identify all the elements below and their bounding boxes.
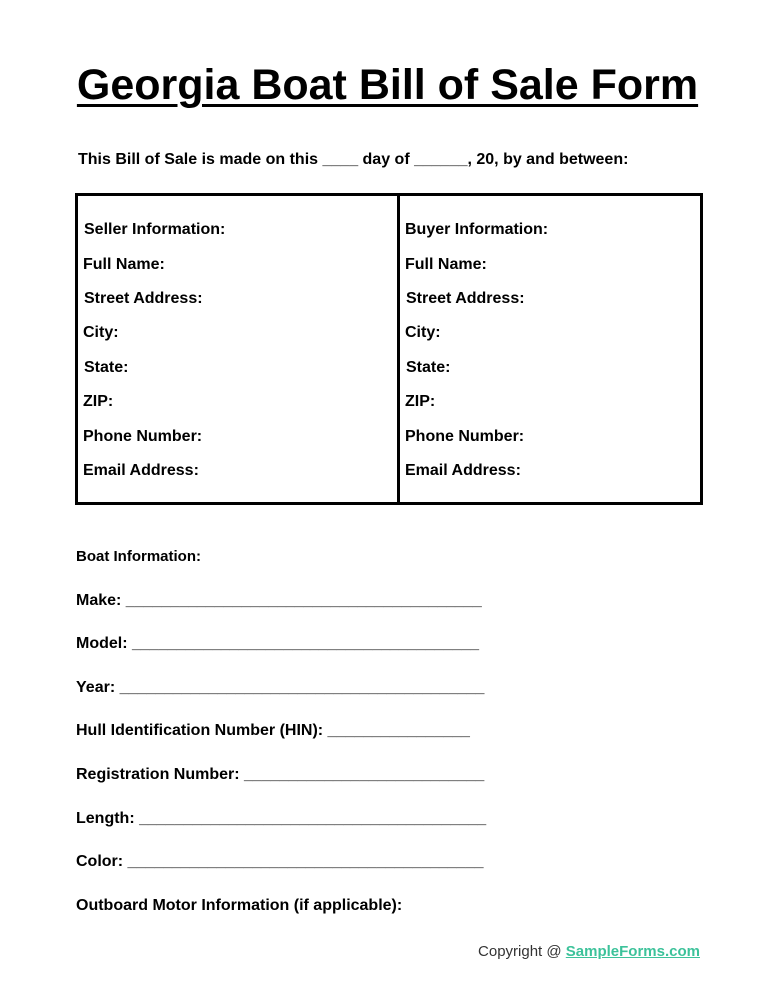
seller-zip-label: ZIP: bbox=[83, 393, 114, 410]
buyer-zip-label: ZIP: bbox=[405, 393, 436, 410]
length-field[interactable]: Length: _______________________________________ bbox=[76, 810, 487, 827]
page-title: Georgia Boat Bill of Sale Form bbox=[76, 61, 699, 109]
color-field[interactable]: Color: ________________________________________ bbox=[76, 853, 484, 870]
model-field[interactable]: Model: _______________________________________ bbox=[76, 635, 480, 652]
registration-number-field[interactable]: Registration Number: ___________________________ bbox=[76, 766, 485, 783]
make-field[interactable]: Make: ________________________________________ bbox=[76, 592, 482, 609]
buyer-heading: Buyer Information: bbox=[405, 221, 549, 238]
party-info-table bbox=[75, 193, 703, 505]
buyer-city-label: City: bbox=[405, 324, 441, 341]
brand-link[interactable]: SampleForms.com bbox=[565, 943, 700, 960]
buyer-email-label: Email Address: bbox=[405, 462, 521, 479]
outboard-motor-heading: Outboard Motor Information (if applicable): bbox=[76, 897, 403, 914]
seller-heading: Seller Information: bbox=[84, 221, 226, 238]
seller-city-label: City: bbox=[83, 324, 119, 341]
hin-field[interactable]: Hull Identification Number (HIN): ________________ bbox=[76, 722, 470, 739]
buyer-state-label: State: bbox=[406, 359, 451, 376]
buyer-column bbox=[400, 196, 700, 502]
buyer-phone-label: Phone Number: bbox=[405, 428, 525, 445]
copyright-prefix: Copyright @ bbox=[478, 943, 566, 960]
year-field[interactable]: Year: _________________________________________ bbox=[76, 679, 485, 696]
seller-email-label: Email Address: bbox=[83, 462, 199, 479]
buyer-street-label: Street Address: bbox=[406, 290, 525, 307]
seller-state-label: State: bbox=[84, 359, 129, 376]
seller-full-name-label: Full Name: bbox=[83, 256, 165, 273]
seller-column bbox=[78, 196, 400, 502]
buyer-full-name-label: Full Name: bbox=[405, 256, 487, 273]
seller-phone-label: Phone Number: bbox=[83, 428, 203, 445]
copyright-footer bbox=[478, 942, 700, 962]
intro-text: This Bill of Sale is made on this ____ day of ______, 20, by and between: bbox=[78, 151, 629, 168]
seller-street-label: Street Address: bbox=[84, 290, 203, 307]
boat-info-heading: Boat Information: bbox=[76, 548, 201, 565]
